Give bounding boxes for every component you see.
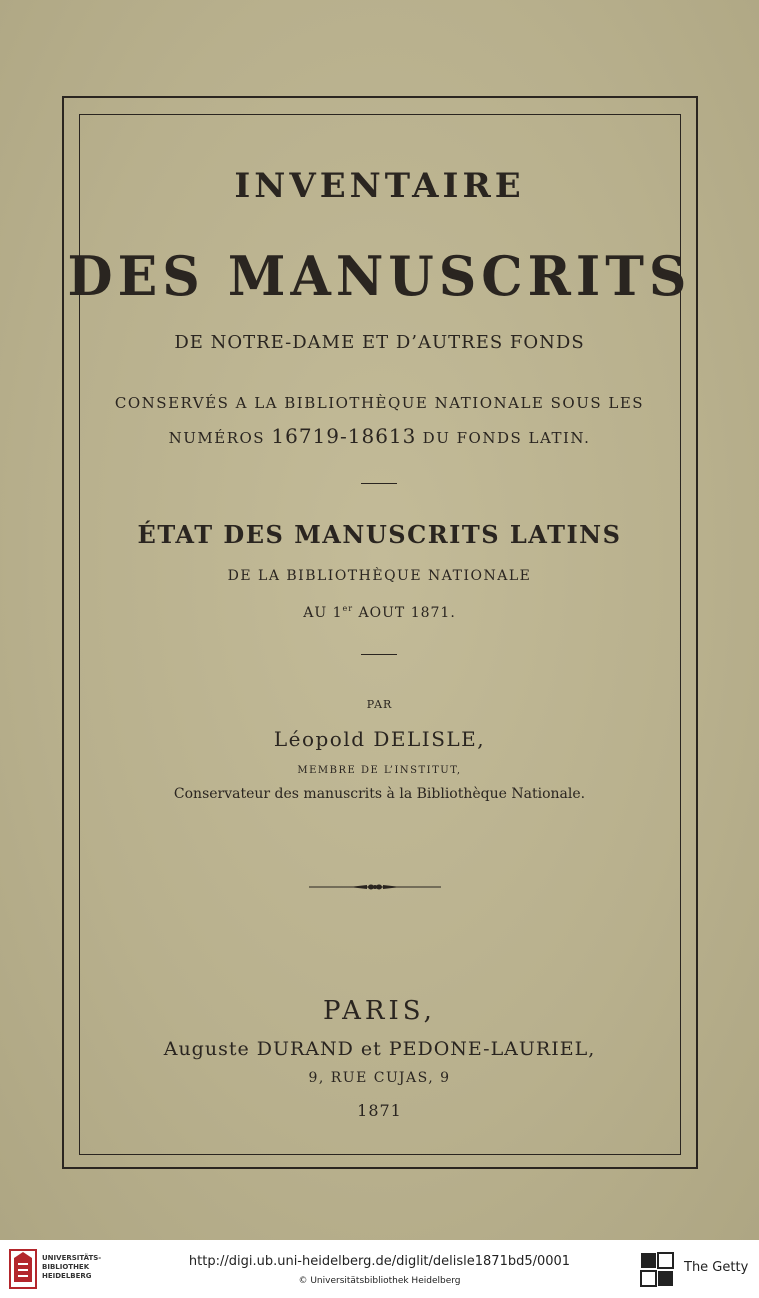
title-conserves: CONSERVÉS A LA BIBLIOTHÈQUE NATIONALE SOUS LES [114,394,645,412]
imprint-publisher: Auguste DURAND et PEDONE-LAURIEL, [163,1038,596,1060]
title-inventaire: INVENTAIRE [234,166,525,206]
date-suffix: AOUT 1871. [358,605,456,621]
numeros-range: 16719-18613 [271,424,417,448]
logo-line-2: BIBLIOTHEK [42,1263,90,1271]
getty-label[interactable]: The Getty [684,1260,749,1275]
fonds-latin-label: DU FONDS LATIN. [422,429,591,447]
subtitle-etat: ÉTAT DES MANUSCRITS LATINS [137,520,622,549]
copyright-notice: © Universitätsbibliothek Heidelberg [298,1276,461,1286]
date-prefix: AU 1 [303,605,343,621]
subtitle-date [0,604,759,621]
imprint-address: 9, RUE CUJAS, 9 [308,1070,451,1086]
title-de-notre-dame: DE NOTRE-DAME ET D’AUTRES FONDS [174,332,585,353]
date-superscript: er [342,604,354,613]
short-rule-2 [361,654,397,655]
title-des-manuscrits: DES MANUSCRITS [67,244,692,309]
viewer-footer [0,1240,759,1298]
logo-line-3: HEIDELBERG [42,1272,92,1280]
title-numeros [0,424,759,448]
permalink-url[interactable]: http://digi.ub.uni-heidelberg.de/diglit/delisle1871bd5/0001 [188,1254,571,1269]
author-name: Léopold DELISLE, [273,727,486,751]
numeros-label: NUMÉROS [168,429,266,447]
imprint-year: 1871 [357,1101,402,1120]
subtitle-bibliotheque: DE LA BIBLIOTHÈQUE NATIONALE [227,568,532,584]
getty-logo-icon[interactable] [640,1252,674,1288]
logo-line-1: UNIVERSITÄTS- [42,1254,102,1262]
ornament-divider [309,880,441,894]
short-rule-1 [361,483,397,484]
imprint-city: PARIS, [323,996,436,1026]
author-role-conservateur: Conservateur des manuscrits à la Bibliothèque Nationale. [173,786,586,802]
author-role-institut: MEMBRE DE L’INSTITUT, [297,765,462,776]
author-par: PAR [366,698,393,711]
